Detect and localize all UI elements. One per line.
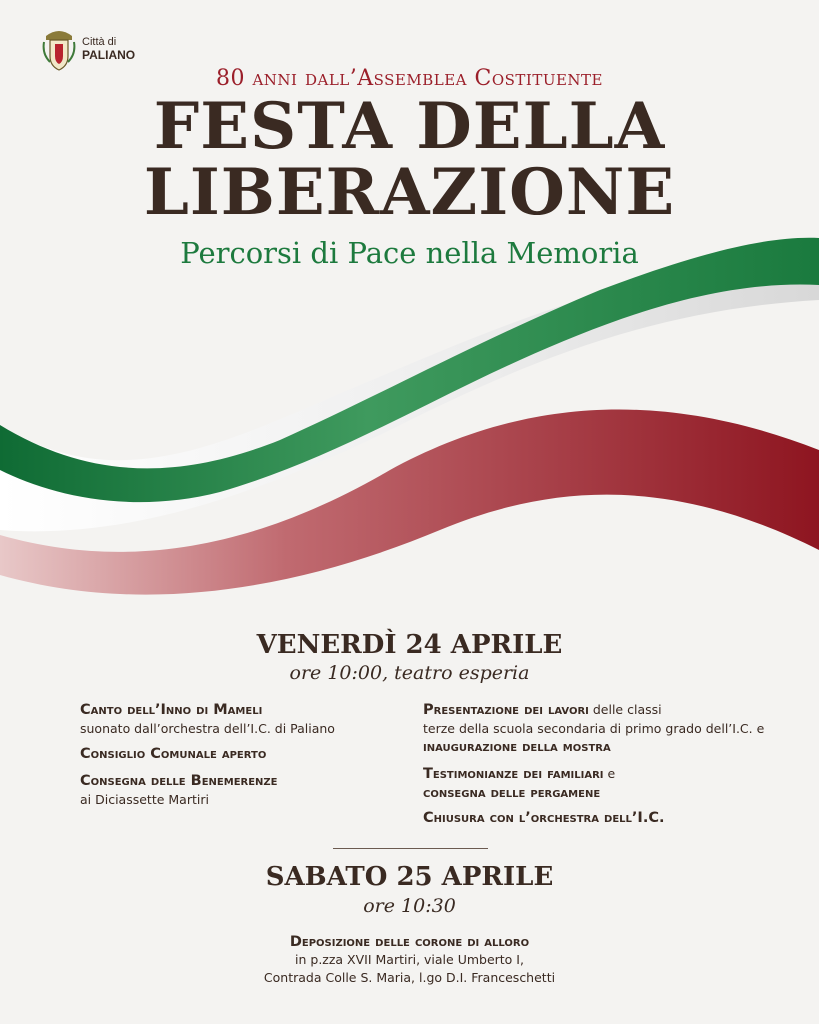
subtitle: Percorsi di Pace nella Memoria — [180, 236, 639, 270]
day2-item — [0, 932, 819, 987]
day1-left-item-3 — [80, 771, 278, 808]
item-sub: suonato dall’orchestra dell’I.C. di Paliano — [80, 721, 335, 736]
item-sub: ai Diciassette Martiri — [80, 792, 209, 807]
day1-title: VENERDÌ 24 APRILE — [256, 630, 563, 660]
italian-flag-ribbon — [0, 230, 819, 620]
item-title: Deposizione delle corone di alloro — [289, 934, 530, 950]
page-title — [0, 89, 819, 230]
item-rest: delle classi — [588, 702, 662, 717]
city-name: PALIANO — [82, 48, 136, 62]
day1-left-item-2 — [80, 744, 266, 763]
item-rest: e — [603, 766, 616, 781]
day1-time: ore 10:00, teatro esperia — [289, 662, 530, 684]
item-line2: Contrada Colle S. Maria, l.go D.I. Franceschetti — [263, 970, 556, 985]
day1-right-item-2 — [423, 764, 615, 802]
item-line2: terze della scuola secondaria di primo grado dell’I.C. e — [423, 721, 765, 736]
day2-title: SABATO 25 APRILE — [265, 862, 554, 892]
title-line-2: LIBERAZIONE — [143, 155, 676, 230]
item-title: Presentazione dei lavori — [423, 702, 589, 718]
item-line1: in p.zza XVII Martiri, viale Umberto I, — [295, 952, 524, 967]
item-title: Chiusura con l’orchestra dell’I.C. — [423, 810, 665, 826]
day2-time: ore 10:30 — [363, 895, 456, 917]
item-title-2: inaugurazione della mostra — [423, 739, 611, 755]
item-title: Consegna delle Benemerenze — [80, 773, 278, 789]
day1-right-item-1 — [423, 700, 764, 756]
overline: 80 anni dall’Assemblea Costituente — [215, 66, 604, 91]
item-title: Canto dell’Inno di Mameli — [80, 702, 263, 718]
item-title: Testimonianze dei familiari — [423, 766, 604, 782]
item-title: Consiglio Comunale aperto — [80, 746, 267, 762]
divider — [333, 848, 488, 849]
day1-left-item-1 — [80, 700, 335, 737]
day1-right-item-3 — [423, 808, 665, 827]
city-label: Città di — [82, 36, 117, 48]
title-line-1: FESTA DELLA — [153, 89, 666, 164]
item-title-2: consegna delle pergamene — [423, 785, 601, 801]
